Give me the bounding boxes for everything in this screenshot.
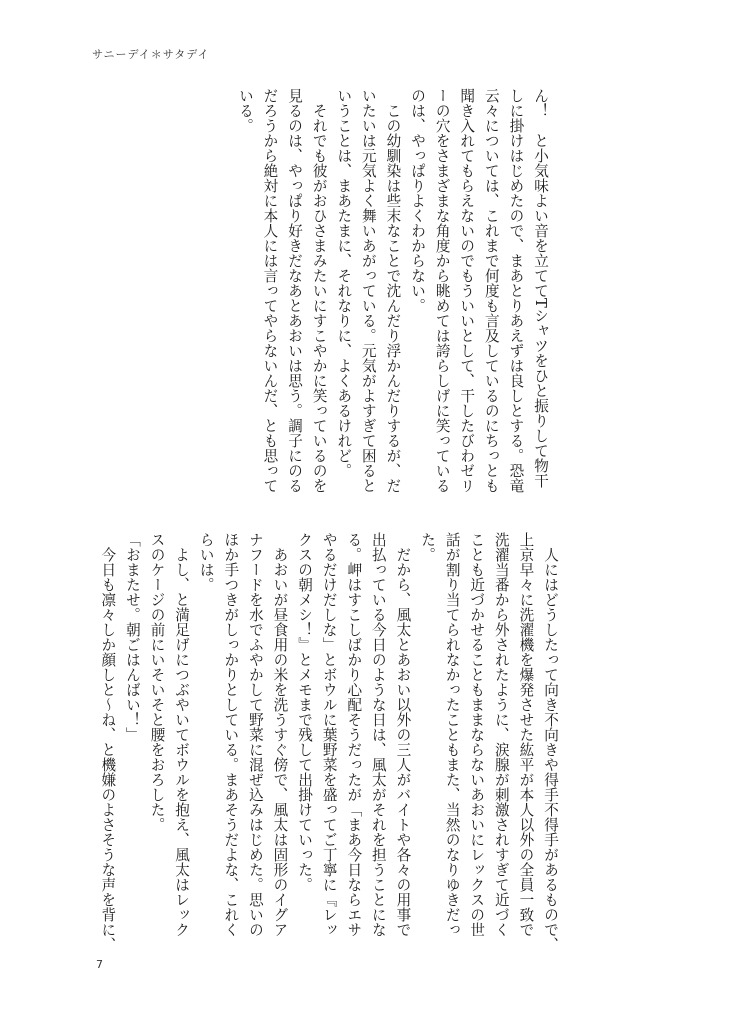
text-column: いる。 [236, 88, 254, 133]
text-column: 上京早々に洗濯機を爆発させた紘平が本人以外の全員一致で [517, 532, 535, 937]
text-column: 洗濯当番から外されたように、涙腺が刺激されすぎて近づく [492, 532, 510, 937]
text-column: ーの穴をさまざまな角度から眺めては誇らしげに笑っている [433, 88, 451, 493]
upper-text-block [232, 88, 552, 518]
text-column: ナフードを水でふやかして野菜に混ぜ込みはじめた。思いの [246, 532, 264, 937]
text-column: だから、風太とあおい以外の三人がバイトや各々の用事で [394, 532, 412, 937]
text-column: た。 [419, 532, 437, 562]
text-column: だろうから絶対に本人には言ってやらないんだ、とも思って [261, 88, 279, 493]
text-column: 話が割り当てられなかったこともまた、当然のなりゆきだっ [443, 532, 461, 937]
text-column: ことも近づかせることもままならないあおいにレックスの世 [468, 532, 486, 937]
text-column: いたいは元気よく舞いあがっている。元気がよすぎて困ると [359, 88, 377, 493]
text-column: いうことは、まあたまに、それなりに、よくあるけれど。 [335, 88, 353, 478]
text-column: ほか手つきがしっかりとしている。まあそうだよな、これく [222, 532, 240, 937]
page-number: 7 [96, 958, 103, 971]
text-column: ん！ と小気味よい音を立ててTシャツをひと振りして物干 [532, 88, 549, 489]
text-column: 「おまたせ。朝ごはんばい！」 [123, 532, 141, 742]
text-column: あおいが昼食用の米を洗うすぐ傍で、風太は固形のイグア [271, 532, 289, 937]
text-column: スのケージの前にいそいそと腰をおろした。 [148, 532, 166, 832]
text-column: しに掛けはじめたので、まあとりあえずは良しとする。恐竜 [507, 88, 525, 493]
text-column: 見るのは、やっぱり好きだなあとあおいは思う。調子にのる [286, 88, 304, 493]
text-column: 聞き入れてもらえないのでもういいとして、干したびわゼリ [458, 88, 476, 493]
text-column: 人にはどうしたって向き不向きや得手不得手があるもので、 [542, 532, 559, 952]
text-column: 出払っている今日のような日は、風太がそれを担うことにな [369, 532, 387, 937]
text-column: やるだけだしな」とボウルに葉野菜を盛ってご丁寧に『レッ [320, 532, 338, 937]
text-column: この幼馴染は些末なことで沈んだり浮かんだりするが、だ [384, 88, 402, 493]
text-column: よし、と満足げにつぶやいてボウルを抱え、風太はレック [173, 532, 191, 937]
text-column: それでも彼がおひさまみたいにすこやかに笑っているのを [310, 88, 328, 493]
running-header: サニーデイ＊サタデイ [92, 48, 210, 61]
text-column: 云々については、これまで何度も言及しているのにちっとも [482, 88, 500, 493]
text-column: 今日も凛々しか顔しと〜ね、と機嫌のよさそうな声を背に、 [99, 532, 117, 952]
text-column: らいは。 [197, 532, 215, 592]
lower-text-block [95, 532, 562, 952]
text-column: のは、やっぱりよくわからない。 [409, 88, 427, 313]
text-column: クスの朝メシ！』とメモまで残して出掛けていった。 [296, 532, 314, 892]
text-column: る。岬はすこしばかり心配そうだったが「まあ今日ならエサ [345, 532, 363, 937]
